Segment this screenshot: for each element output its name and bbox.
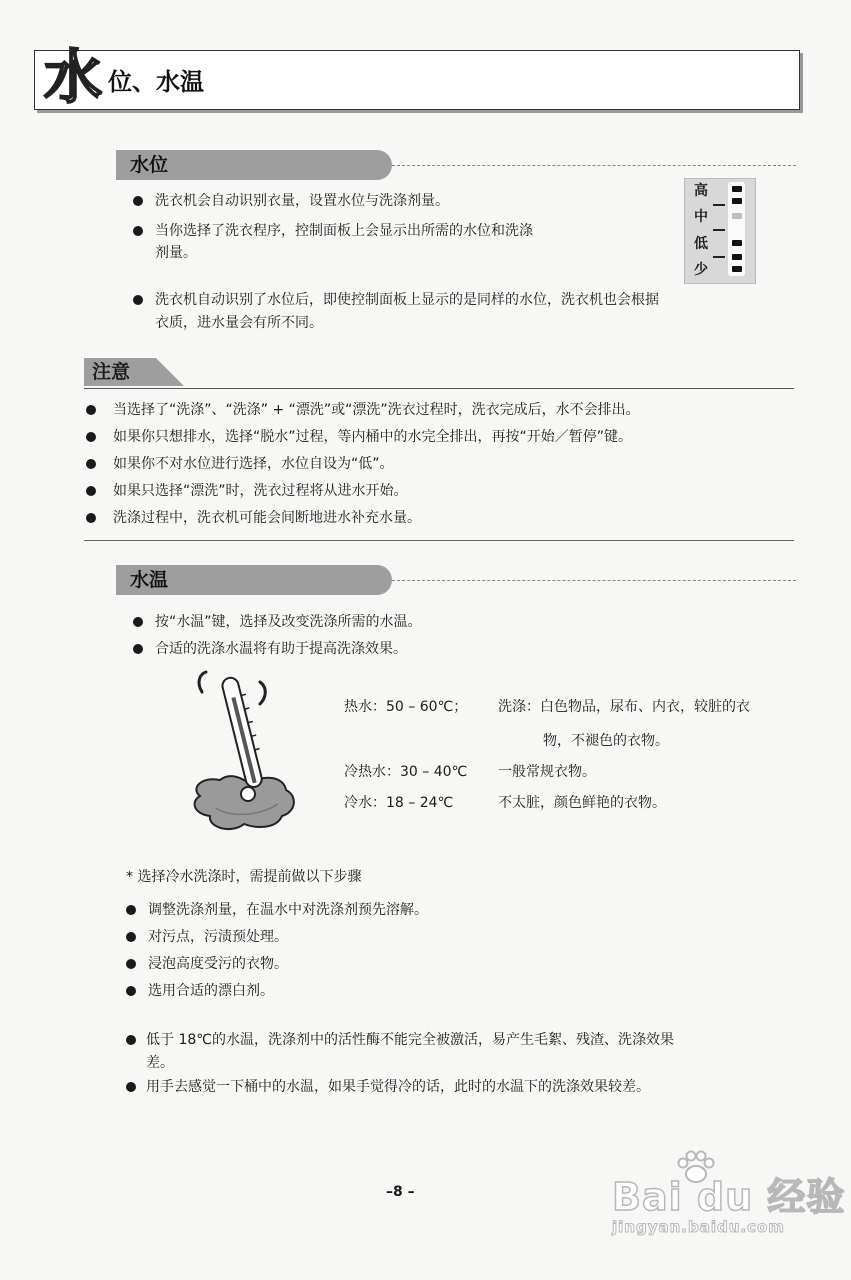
gauge-label-mid: 中 <box>694 209 708 225</box>
notice-item: 如果你不对水位进行选择，水位自设为“低”。 <box>113 456 394 472</box>
bullet-icon <box>126 932 136 942</box>
gauge-tick <box>713 229 725 231</box>
bullet-icon <box>86 432 96 442</box>
gauge-tick <box>713 204 725 206</box>
bullet-icon <box>133 644 143 654</box>
list-item: 低于 18℃的水温，洗涤剂中的活性酶不能完全被激活，易产生毛絮、残渣、洗涤效果 <box>146 1032 674 1048</box>
bullet-icon <box>86 513 96 523</box>
gauge-led-high <box>732 186 742 192</box>
watermark-url: jingyan.baidu.com <box>612 1218 785 1236</box>
temp-hot-label: 热水：50 – 60℃； <box>344 699 468 715</box>
temp-warm-desc: 一般常规衣物。 <box>498 764 596 780</box>
gauge-led-little <box>732 266 742 272</box>
bullet-icon <box>126 959 136 969</box>
bullet-icon <box>86 405 96 415</box>
list-item-continued: 衣质，进水量会有所不同。 <box>155 315 323 331</box>
list-item: 洗衣机会自动识别衣量，设置水位与洗涤剂量。 <box>155 193 449 209</box>
cold-step: 浸泡高度受污的衣物。 <box>148 956 288 972</box>
temp-cold-desc: 不太脏，颜色鲜艳的衣物。 <box>498 795 666 811</box>
bullet-icon <box>86 459 96 469</box>
section-heading-water-level: 水位 <box>130 154 169 176</box>
page-title-char: 水 <box>43 43 102 111</box>
gauge-label-low: 低 <box>694 236 708 252</box>
list-item-continued: 剂量。 <box>155 245 197 261</box>
temp-warm-label: 冷热水：30 – 40℃ <box>344 764 468 780</box>
bullet-icon <box>133 196 143 206</box>
thermometer-puddle-illustration <box>180 668 320 848</box>
bullet-icon <box>133 295 143 305</box>
bullet-icon <box>126 1082 136 1092</box>
list-item-continued: 差。 <box>146 1055 174 1071</box>
notice-divider <box>84 388 794 389</box>
notice-item: 如果只选择“漂洗”时，洗衣过程将从进水开始。 <box>113 483 408 499</box>
dashed-divider <box>392 165 796 166</box>
gauge-tick <box>713 256 725 258</box>
bullet-icon <box>86 486 96 496</box>
list-item: 当你选择了洗衣程序，控制面板上会显示出所需的水位和洗涤 <box>155 223 533 239</box>
list-item: 洗衣机自动识别了水位后，即使控制面板上显示的是同样的水位，洗衣机也会根据 <box>155 292 659 308</box>
temp-hot-desc: 洗涤：白色物品，尿布、内衣，较脏的衣 <box>498 699 750 715</box>
gauge-led-low <box>732 240 742 246</box>
list-item: 用手去感觉一下桶中的水温，如果手觉得冷的话，此时的水温下的洗涤效果较差。 <box>146 1079 650 1095</box>
cold-step: 选用合适的漂白剂。 <box>148 983 274 999</box>
cold-step: 对污点，污渍预处理。 <box>148 929 288 945</box>
notice-item: 当选择了“洗涤”、“洗涤” + “漂洗”或“漂洗”洗衣过程时，洗衣完成后，水不会排出。 <box>113 402 640 418</box>
watermark-logo: Bai du 经验 <box>612 1175 846 1219</box>
notice-heading: 注意 <box>92 361 131 383</box>
temp-hot-desc-continued: 物，不褪色的衣物。 <box>543 733 669 749</box>
gauge-led-mid <box>732 213 742 219</box>
thermometer-bulb <box>241 787 255 801</box>
notice-item: 洗涤过程中，洗衣机可能会间断地进水补充水量。 <box>113 510 421 526</box>
puddle <box>195 776 294 829</box>
bullet-icon <box>126 986 136 996</box>
gauge-label-little: 少 <box>694 262 708 278</box>
section-heading-water-temp: 水温 <box>130 569 169 591</box>
page-number: –8 – <box>386 1184 415 1200</box>
gauge-led <box>732 198 742 204</box>
notice-item: 如果你只想排水，选择“脱水”过程，等内桶中的水完全排出，再按“开始／暂停”键。 <box>113 429 633 445</box>
gauge-track <box>728 182 745 276</box>
section-separator <box>84 540 794 541</box>
bullet-icon <box>126 905 136 915</box>
dashed-divider <box>392 580 796 581</box>
bullet-icon <box>133 226 143 236</box>
list-item: 按“水温”键，选择及改变洗涤所需的水温。 <box>155 614 422 630</box>
gauge-led <box>732 254 742 260</box>
bullet-icon <box>133 617 143 627</box>
bullet-icon <box>126 1035 136 1045</box>
cold-water-note: * 选择冷水洗涤时，需提前做以下步骤 <box>126 869 362 885</box>
list-item: 合适的洗涤水温将有助于提高洗涤效果。 <box>155 641 407 657</box>
page-title: 位、水温 <box>108 68 204 96</box>
gauge-label-high: 高 <box>694 183 708 199</box>
cold-step: 调整洗涤剂量，在温水中对洗涤剂预先溶解。 <box>148 902 428 918</box>
temp-cold-label: 冷水：18 – 24℃ <box>344 795 454 811</box>
